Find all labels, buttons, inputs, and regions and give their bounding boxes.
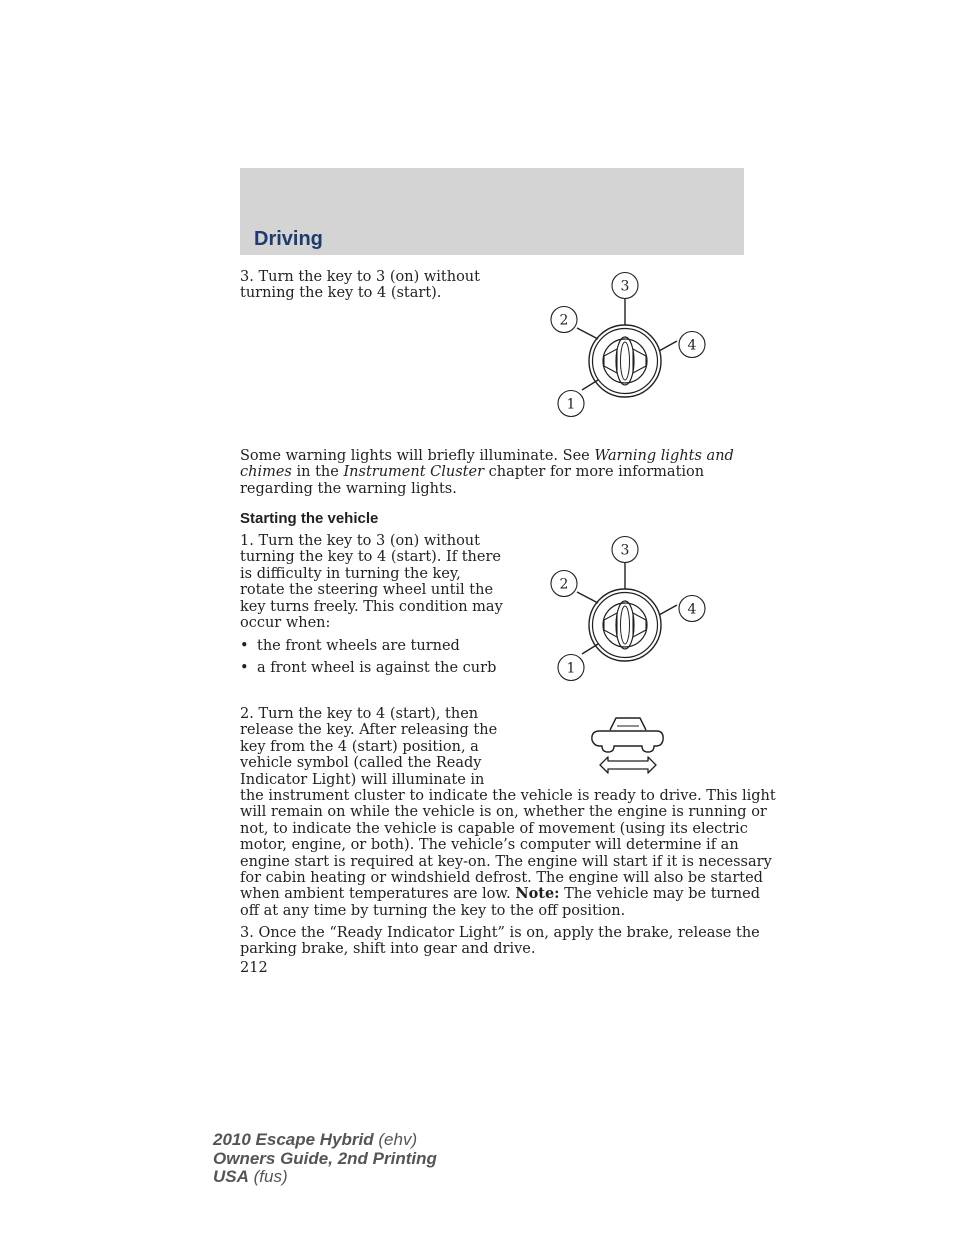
position-2-label: 2	[559, 576, 569, 593]
step-2-text: 2. Turn the key to 4 (start), then release the key. After releasing the key from the 4 (start) position, a vehicle symbol (called the Ready Indicator Light) will illuminate in the instrument cluster to indicate the vehicle is ready to drive. This light will remain on while the vehicle is on, whether the engine is running or not, to indicate the vehicle is capable of movement (using its electric motor, engine, or both). The vehicle’s computer will determine if an engine start is required at key-on. The engine will start if it is necessary for cabin heating or windshield defrost. The engine will also be started when ambient temperatures are low. Note: The vehicle may be turned off at any time by turning the key to the off position.	[240, 706, 776, 919]
step-a-text	[240, 269, 480, 302]
step-3-text: 3. Once the “Ready Indicator Light” is on, apply the brake, release the parking brake, shift into gear and drive.	[240, 925, 760, 958]
position-4-label: 4	[687, 601, 697, 618]
note-label: Note:	[515, 885, 560, 903]
header-band	[240, 168, 744, 255]
ignition-outer-ring	[589, 589, 661, 661]
section-title: Driving	[254, 228, 323, 250]
position-3-label: 3	[620, 278, 630, 295]
step-a-line: 3. Turn the key to 3 (on) without	[240, 269, 480, 285]
page-number: 212	[240, 960, 268, 976]
warning-paragraph: Some warning lights will briefly illuminate. See Warning lights and chimes in the Instrument Cluster chapter for more information regarding the warning lights.	[240, 448, 734, 497]
key-slot	[616, 601, 634, 649]
position-2-label: 2	[559, 312, 569, 329]
position-4-label: 4	[687, 337, 697, 354]
position-1-label: 1	[566, 396, 576, 413]
position-1-label: 1	[566, 660, 576, 677]
footer: 2010 Escape Hybrid (ehv) Owners Guide, 2nd Printing USA (fus)	[213, 1130, 437, 1186]
bullet-item: • a front wheel is against the curb	[240, 660, 497, 676]
subheading-starting-vehicle: Starting the vehicle	[240, 510, 379, 527]
ignition-switch-diagram	[540, 532, 720, 692]
bullet-item: • the front wheels are turned	[240, 638, 460, 654]
step-1-text: 1. Turn the key to 3 (on) without turning the key to 4 (start). If there is difficulty in turning the key, rotate the steering wheel until the key turns freely. This condition may occur when:	[240, 533, 503, 632]
position-3-label: 3	[620, 542, 630, 559]
key-slot	[616, 337, 634, 385]
step-a-line: turning the key to 4 (start).	[240, 285, 442, 302]
ignition-outer-ring	[589, 325, 661, 397]
ignition-switch-diagram	[540, 268, 720, 428]
